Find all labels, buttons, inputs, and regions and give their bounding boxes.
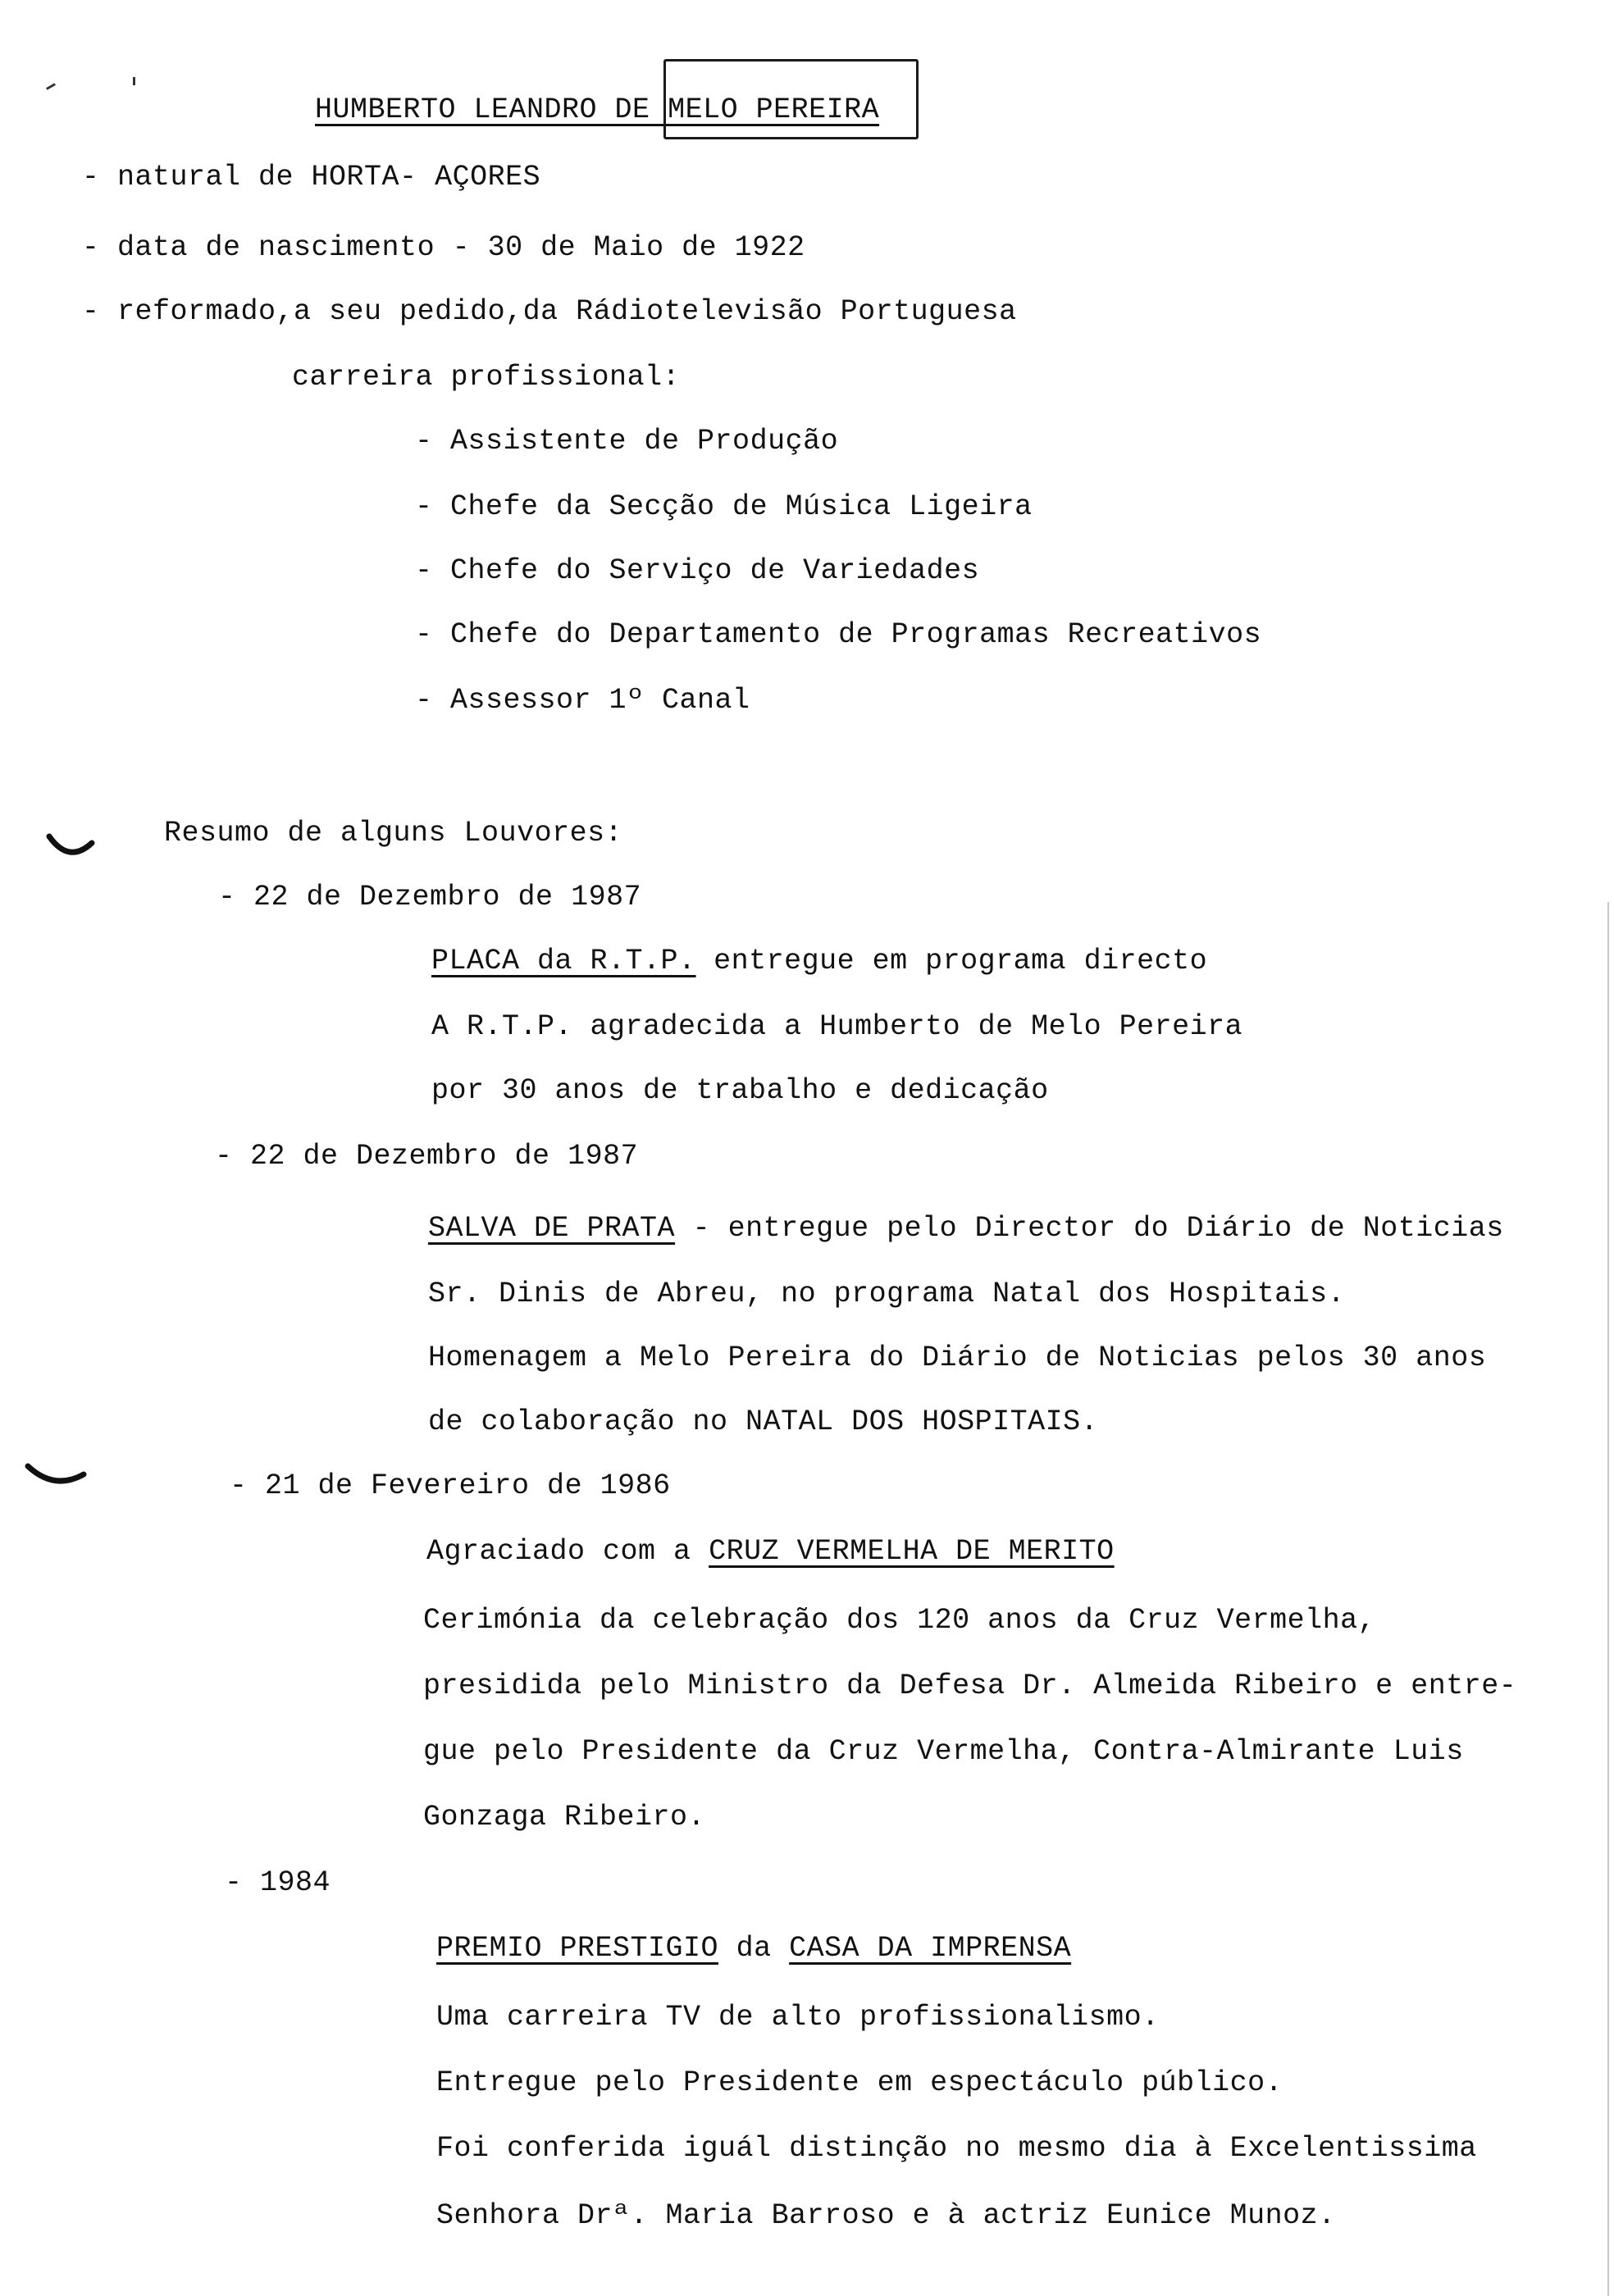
punch-mark — [46, 831, 95, 861]
entry-text: da — [718, 1932, 790, 1965]
career-heading: carreira profissional: — [292, 361, 681, 394]
entry-award-line — [431, 943, 1207, 979]
stray-mark — [46, 83, 56, 90]
entry-text: Gonzaga Ribeiro. — [423, 1801, 706, 1834]
detail-retirement: - reformado,a seu pedido,da Rádiotelevisão Portuguesa — [82, 295, 1017, 328]
entry-award-line — [428, 1210, 1504, 1246]
stray-mark — [133, 77, 135, 85]
career-item: - Chefe da Secção de Música Ligeira — [415, 490, 1033, 523]
entry-text: de colaboração no NATAL DOS HOSPITAIS. — [428, 1405, 1099, 1438]
entry-date: - 21 de Fevereiro de 1986 — [230, 1469, 671, 1502]
entry-award-line — [436, 1930, 1071, 1966]
entry-text: Uma carreira TV de alto profissionalismo. — [436, 2001, 1160, 2034]
career-item: - Assessor 1º Canal — [415, 684, 750, 717]
entry-text: Sr. Dinis de Abreu, no programa Natal dos Hospitais. — [428, 1278, 1346, 1310]
entry-date: - 22 de Dezembro de 1987 — [215, 1140, 639, 1173]
entry-text: - entregue pelo Director do Diário de Noticias — [675, 1212, 1504, 1245]
award-name: SALVA DE PRATA — [428, 1212, 676, 1245]
entry-text: presidida pelo Ministro da Defesa Dr. Almeida Ribeiro e entre- — [423, 1670, 1517, 1702]
award-name: PLACA da R.T.P. — [431, 945, 696, 977]
entry-date: - 22 de Dezembro de 1987 — [218, 881, 642, 913]
award-name: CASA DA IMPRENSA — [789, 1932, 1072, 1965]
praise-heading: Resumo de alguns Louvores: — [164, 817, 623, 850]
entry-text: A R.T.P. agradecida a Humberto de Melo Pereira — [431, 1010, 1243, 1043]
entry-text: entregue em programa directo — [695, 945, 1208, 977]
entry-text: por 30 anos de trabalho e dedicação — [431, 1074, 1049, 1107]
entry-text: Senhora Drª. Maria Barroso e à actriz Eunice Munoz. — [436, 2199, 1336, 2232]
entry-date: - 1984 — [225, 1866, 331, 1899]
scan-edge-line — [1607, 902, 1609, 2296]
entry-award-line — [426, 1533, 1115, 1569]
career-item: - Assistente de Produção — [415, 425, 839, 458]
title-box-mark — [663, 59, 919, 139]
career-item: - Chefe do Serviço de Variedades — [415, 554, 980, 587]
detail-birthplace: - natural de HORTA- AÇORES — [82, 161, 541, 194]
punch-mark — [25, 1461, 87, 1489]
entry-text: Foi conferida iguál distinção no mesmo dia à Excelentissima — [436, 2132, 1477, 2165]
entry-text: Agraciado com a — [426, 1535, 709, 1568]
award-name: PREMIO PRESTIGIO — [436, 1932, 719, 1965]
entry-text: Homenagem a Melo Pereira do Diário de Noticias pelos 30 anos — [428, 1342, 1487, 1374]
entry-text: gue pelo Presidente da Cruz Vermelha, Contra-Almirante Luis — [423, 1735, 1464, 1768]
career-item: - Chefe do Departamento de Programas Recreativos — [415, 618, 1262, 651]
entry-text: Entregue pelo Presidente em espectáculo público. — [436, 2066, 1283, 2099]
award-name: CRUZ VERMELHA DE MERITO — [709, 1535, 1115, 1568]
page-title: HUMBERTO LEANDRO DE MELO PEREIRA — [315, 93, 880, 126]
detail-birthdate: - data de nascimento - 30 de Maio de 1922 — [82, 231, 805, 264]
entry-text: Cerimónia da celebração dos 120 anos da Cruz Vermelha, — [423, 1604, 1376, 1637]
